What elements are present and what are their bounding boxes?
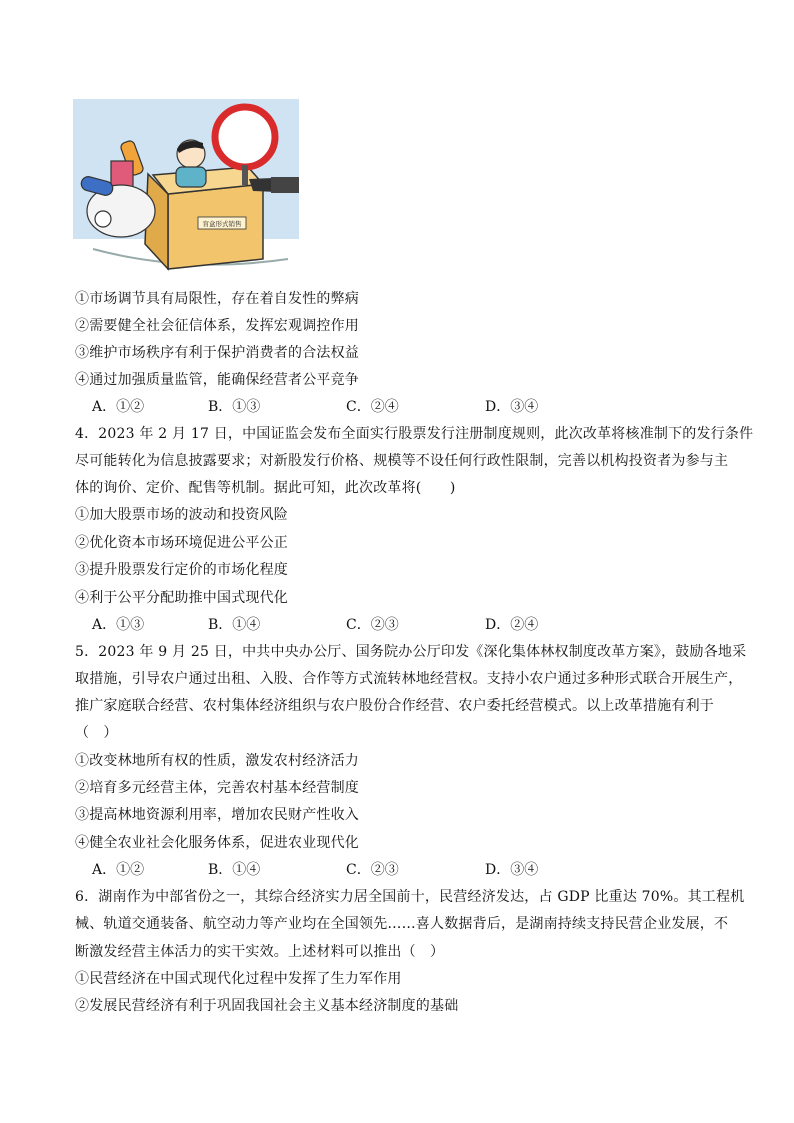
q5-stem-line-4: （ ） xyxy=(75,725,118,741)
q6-stem-line-2: 械、轨道交通装备、航空动力等产业均在全国领先……喜人数据背后，是湖南持续支持民营企业发展，不 xyxy=(75,916,729,932)
q5-option-b[interactable]: B．①④ xyxy=(208,862,261,878)
q5-stem-line-1: 5．2023 年 9 月 25 日，中共中央办公厅、国务院办公厅印发《深化集体林权制度改革方案》，鼓励各地采 xyxy=(75,644,747,660)
q5-option-d[interactable]: D．③④ xyxy=(485,862,539,878)
q4-option-a[interactable]: A．①③ xyxy=(92,617,145,633)
q3-option-a[interactable]: A．①② xyxy=(92,399,145,415)
q4-option-d[interactable]: D．②④ xyxy=(485,617,539,633)
q4-item-3: ③提升股票发行定价的市场化程度 xyxy=(75,562,288,578)
q6-item-1: ①民营经济在中国式现代化过程中发挥了生力军作用 xyxy=(75,971,402,987)
q4-stem-line-3: 体的询价、定价、配售等机制。据此可知，此次改革将( ) xyxy=(75,480,456,496)
q5-option-a[interactable]: A．①② xyxy=(92,862,145,878)
q3-item-2: ②需要健全社会征信体系，发挥宏观调控作用 xyxy=(75,318,359,334)
q5-stem-line-2: 取措施，引导农户通过出租、入股、合作等方式流转林地经营权。支持小农户通过多种形式联合开展生产， xyxy=(75,671,743,687)
q5-option-c[interactable]: C．②③ xyxy=(346,862,399,878)
cartoon-illustration xyxy=(73,99,299,271)
q5-item-2: ②培育多元经营主体，完善农村基本经营制度 xyxy=(75,780,359,796)
q3-item-4: ④通过加强质量监管，能确保经营者公平竞争 xyxy=(75,372,359,388)
q4-item-1: ①加大股票市场的波动和投资风险 xyxy=(75,507,288,523)
q5-item-1: ①改变林地所有权的性质，激发农村经济活力 xyxy=(75,753,359,769)
q6-item-2: ②发展民营经济有利于巩固我国社会主义基本经济制度的基础 xyxy=(75,998,459,1014)
q3-option-d[interactable]: D．③④ xyxy=(485,399,539,415)
q3-option-b[interactable]: B．①③ xyxy=(208,399,261,415)
q4-item-4: ④利于公平分配助推中国式现代化 xyxy=(75,590,288,606)
q3-option-c[interactable]: C．②④ xyxy=(346,399,399,415)
q4-option-b[interactable]: B．①④ xyxy=(208,617,261,633)
q5-item-3: ③提高林地资源利用率，增加农民财产性收入 xyxy=(75,807,359,823)
q5-item-4: ④健全农业社会化服务体系，促进农业现代化 xyxy=(75,835,359,851)
q3-item-3: ③维护市场秩序有利于保护消费者的合法权益 xyxy=(75,345,359,361)
q4-option-c[interactable]: C．②③ xyxy=(346,617,399,633)
stop-sign-icon xyxy=(215,107,275,167)
q6-stem-line-3: 断激发经营主体活力的实干实效。上述材料可以推出（ ） xyxy=(75,944,445,960)
q4-item-2: ②优化资本市场环境促进公平公正 xyxy=(75,535,288,551)
q3-item-1: ①市场调节具有局限性，存在着自发性的弊病 xyxy=(75,291,359,307)
q5-stem-line-3: 推广家庭联合经营、农村集体经济组织与农户股份合作经营、农户委托经营模式。以上改革措施有利于 xyxy=(75,698,714,714)
q6-stem-line-1: 6．湖南作为中部省份之一，其综合经济实力居全国前十，民营经济发达，占 GDP 比重达 70%。其工程机 xyxy=(75,889,745,905)
box-label: 盲盒形式销售 xyxy=(202,220,242,228)
q4-stem-line-1: 4．2023 年 2 月 17 日，中国证监会发布全面实行股票发行注册制度规则，此次改革将核准制下的发行条件 xyxy=(75,426,754,442)
q4-stem-line-2: 尽可能转化为信息披露要求；对新股发行价格、规模等不设任何行政性限制，完善以机构投资者为参与主 xyxy=(75,453,729,469)
